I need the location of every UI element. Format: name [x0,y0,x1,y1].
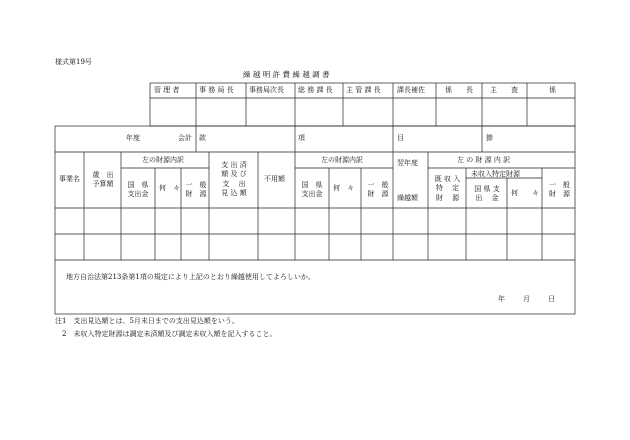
approval-header-assistant: 課長補佐 [397,86,425,94]
project-name-header: 事業名 [59,175,80,183]
approval-header-senior: 主 査 [490,86,518,94]
note-2: 2 未収入特定財源は調定未済額及び調定未収入額を記入すること。 [55,330,277,338]
kan-label: 款 [199,134,206,142]
national-pref-header: 国 県 支出金 [127,181,149,198]
unreceived-specific-source-header: 未収入特定財源 [471,170,520,178]
kou-label: 項 [298,134,305,142]
national-pref-header-3: 国 県 支 出 金 [474,185,500,202]
general-source-header-3: 一 般 財 源 [549,181,570,198]
form-number: 様式第19号 [55,58,92,66]
date-day-label: 日 [548,295,555,303]
approval-header-manager: 管 理 者 [154,86,180,94]
account-label: 会計 [178,134,192,142]
expenditure-budget-header: 歳 出 予算額 [92,171,114,188]
approval-header-supervising: 主 管 課 長 [346,86,381,94]
setsu-label: 節 [486,134,493,142]
note-1: 注1 支出見込額とは、5月末日までの支出見込額をいう。 [55,317,239,325]
approval-header-staff: 係 [549,86,556,94]
unused-amount-header: 不用額 [264,175,285,183]
source-breakdown-header-3: 左 の 財 源 内 訳 [457,156,511,164]
national-pref-header-2: 国 県 支出金 [301,181,323,198]
general-source-header-2: 一 般 財 源 [367,181,389,198]
carryover-amount-header: 繰越額 [397,194,418,202]
etc-header: 何 々 [159,184,180,192]
date-month-label: 月 [523,295,530,303]
moku-label: 目 [397,134,404,142]
approval-header-chief: 係 長 [445,86,473,94]
source-breakdown-header-2: 左の財源内訳 [321,156,363,164]
approval-header-director: 事 務 局 長 [199,86,234,94]
general-source-header: 一 般 財 源 [185,181,207,198]
approval-header-general-affairs: 総 務 課 長 [298,86,333,94]
approval-statement: 地方自治法第213条第1項の規定により上記のとおり繰越使用してよろしいか。 [66,273,315,281]
spent-estimate-header: 支 出 済 額 及 び 支 出 見 込 額 [221,161,247,198]
etc-header-2: 何 々 [333,184,354,192]
date-year-label: 年 [498,295,505,303]
etc-header-3: 何 々 [511,189,539,197]
fiscal-year-label: 年度 [126,134,140,142]
source-breakdown-header: 左の財源内訳 [142,156,184,164]
next-year-header: 翌年度 [397,159,418,167]
document-title: 繰 越 明 許 費 繰 越 調 書 [243,70,330,79]
received-specific-source-header: 既 収 入 特 定 財 源 [434,175,461,202]
approval-header-deputy: 事務局次長 [249,86,284,94]
